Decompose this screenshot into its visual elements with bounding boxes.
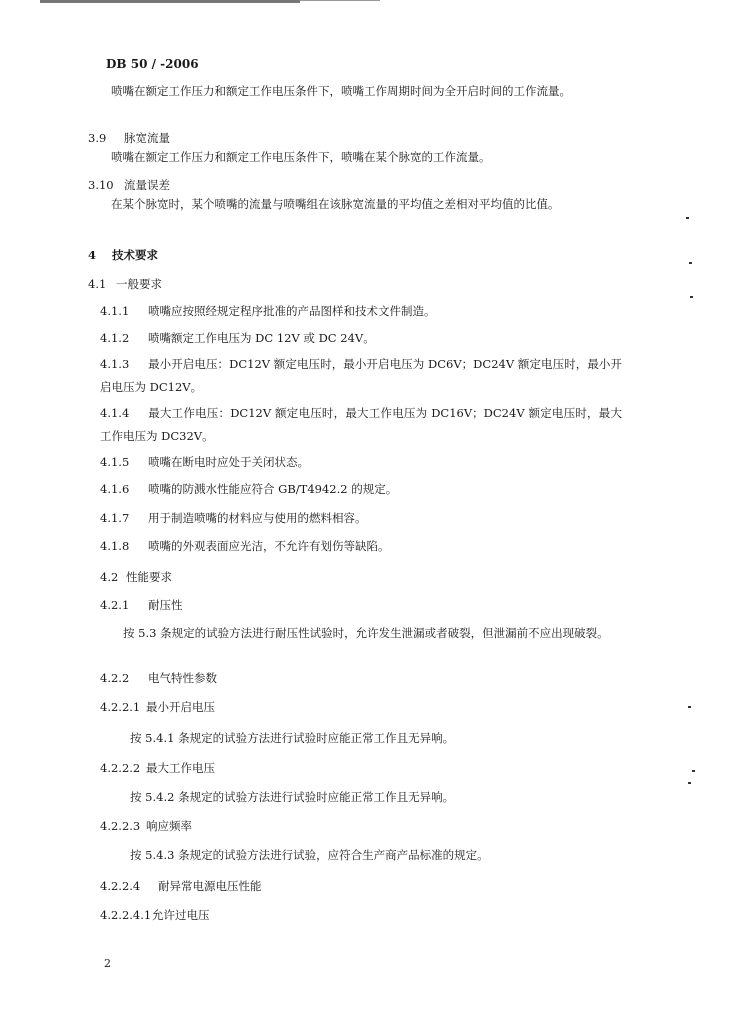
paragraph: 按 5.4.3 条规定的试验方法进行试验，应符合生产商产品标准的规定。 <box>130 848 489 862</box>
clause-4-1-7 <box>100 513 367 525</box>
clause-4-2-2-3 <box>100 821 192 833</box>
scan-speck <box>690 296 693 298</box>
section-number: 4.2 <box>100 570 119 584</box>
section-title: 流量误差 <box>124 178 170 192</box>
scan-speck <box>686 217 689 219</box>
clause-text: 喷嘴的外观表面应光洁，不允许有划伤等缺陷。 <box>148 539 390 553</box>
scan-speck <box>689 262 692 264</box>
clause-number: 4.2.2.2 <box>100 761 141 775</box>
clause-text: 喷嘴在断电时应处于关闭状态。 <box>148 455 309 469</box>
section-4 <box>88 250 158 262</box>
clause-number: 4.2.2.1 <box>100 700 141 714</box>
scan-edge-line <box>40 0 300 3</box>
clause-4-2-2 <box>100 673 217 685</box>
clause-number: 4.1.4 <box>100 406 130 420</box>
clause-number: 4.1.6 <box>100 482 130 496</box>
clause-title: 耐压性 <box>148 598 183 612</box>
section-title: 性能要求 <box>126 570 172 584</box>
clause-text: 用于制造喷嘴的材料应与使用的燃料相容。 <box>148 511 367 525</box>
section-number: 3.10 <box>88 178 114 192</box>
clause-number: 4.2.2.4.1 <box>100 908 152 922</box>
clause-number: 4.1.3 <box>100 357 130 371</box>
section-number: 3.9 <box>88 131 107 145</box>
section-number: 4.1 <box>88 277 107 291</box>
clause-title: 最小开启电压 <box>146 700 215 714</box>
clause-number: 4.2.2.3 <box>100 819 141 833</box>
clause-title: 响应频率 <box>146 819 192 833</box>
clause-4-1-5 <box>100 457 309 469</box>
clause-number: 4.1.1 <box>100 304 130 318</box>
clause-4-2-1 <box>100 600 183 612</box>
clause-4-2-2-4 <box>100 881 262 893</box>
clause-title: 最大工作电压 <box>146 761 215 775</box>
clause-number: 4.2.2.4 <box>100 879 141 893</box>
section-3-9 <box>88 133 170 145</box>
paragraph: 按 5.4.1 条规定的试验方法进行试验时应能正常工作且无异响。 <box>130 731 455 745</box>
scan-speck <box>688 782 691 784</box>
clause-title: 允许过电压 <box>152 908 210 922</box>
scan-edge-line <box>300 0 380 1</box>
clause-text: 喷嘴的防溅水性能应符合 GB/T4942.2 的规定。 <box>148 482 398 496</box>
clause-number: 4.1.5 <box>100 455 130 469</box>
paragraph: 在某个脉宽时，某个喷嘴的流量与喷嘴组在该脉宽流量的平均值之差相对平均值的比值。 <box>111 197 560 211</box>
paragraph: 按 5.4.2 条规定的试验方法进行试验时应能正常工作且无异响。 <box>130 790 455 804</box>
clause-4-1-1 <box>100 306 436 318</box>
clause-title: 电气特性参数 <box>148 671 217 685</box>
section-4-2 <box>100 572 172 584</box>
clause-4-1-4 <box>100 402 622 448</box>
document-code: DB 50 / -2006 <box>106 57 199 71</box>
paragraph: 喷嘴在额定工作压力和额定工作电压条件下，喷嘴在某个脉宽的工作流量。 <box>111 150 491 164</box>
page-number: 2 <box>104 957 111 970</box>
clause-number: 4.1.7 <box>100 511 130 525</box>
clause-4-1-6 <box>100 484 397 496</box>
clause-text: 最大工作电压：DC12V 额定电压时，最大工作电压为 DC16V；DC24V 额定电压时，最大工作电压为 DC32V。 <box>100 406 622 443</box>
scan-speck <box>692 770 695 772</box>
clause-4-2-2-1 <box>100 702 215 714</box>
clause-4-1-2 <box>100 333 375 345</box>
scan-speck <box>688 706 691 708</box>
clause-number: 4.1.2 <box>100 331 130 345</box>
paragraph: 喷嘴在额定工作压力和额定工作电压条件下，喷嘴工作周期时间为全开启时间的工作流量。 <box>111 84 571 98</box>
section-title: 技术要求 <box>112 248 158 262</box>
clause-text: 喷嘴应按照经规定程序批准的产品图样和技术文件制造。 <box>148 304 436 318</box>
clause-number: 4.2.1 <box>100 598 130 612</box>
paragraph: 按 5.3 条规定的试验方法进行耐压性试验时，允许发生泄漏或者破裂，但泄漏前不应出现破裂。 <box>123 626 609 640</box>
section-3-10 <box>88 180 170 192</box>
section-number: 4 <box>88 248 97 262</box>
clause-text: 喷嘴额定工作电压为 DC 12V 或 DC 24V。 <box>148 331 375 345</box>
clause-title: 耐异常电源电压性能 <box>158 879 262 893</box>
clause-4-2-2-2 <box>100 763 215 775</box>
section-4-1 <box>88 279 162 291</box>
clause-number: 4.1.8 <box>100 539 130 553</box>
section-title: 一般要求 <box>116 277 162 291</box>
clause-4-1-3 <box>100 353 622 399</box>
clause-4-2-2-4-1 <box>100 910 210 922</box>
clause-number: 4.2.2 <box>100 671 130 685</box>
clause-4-1-8 <box>100 541 390 553</box>
clause-text: 最小开启电压：DC12V 额定电压时，最小开启电压为 DC6V；DC24V 额定电压时，最小开启电压为 DC12V。 <box>100 357 622 394</box>
section-title: 脉宽流量 <box>124 131 170 145</box>
